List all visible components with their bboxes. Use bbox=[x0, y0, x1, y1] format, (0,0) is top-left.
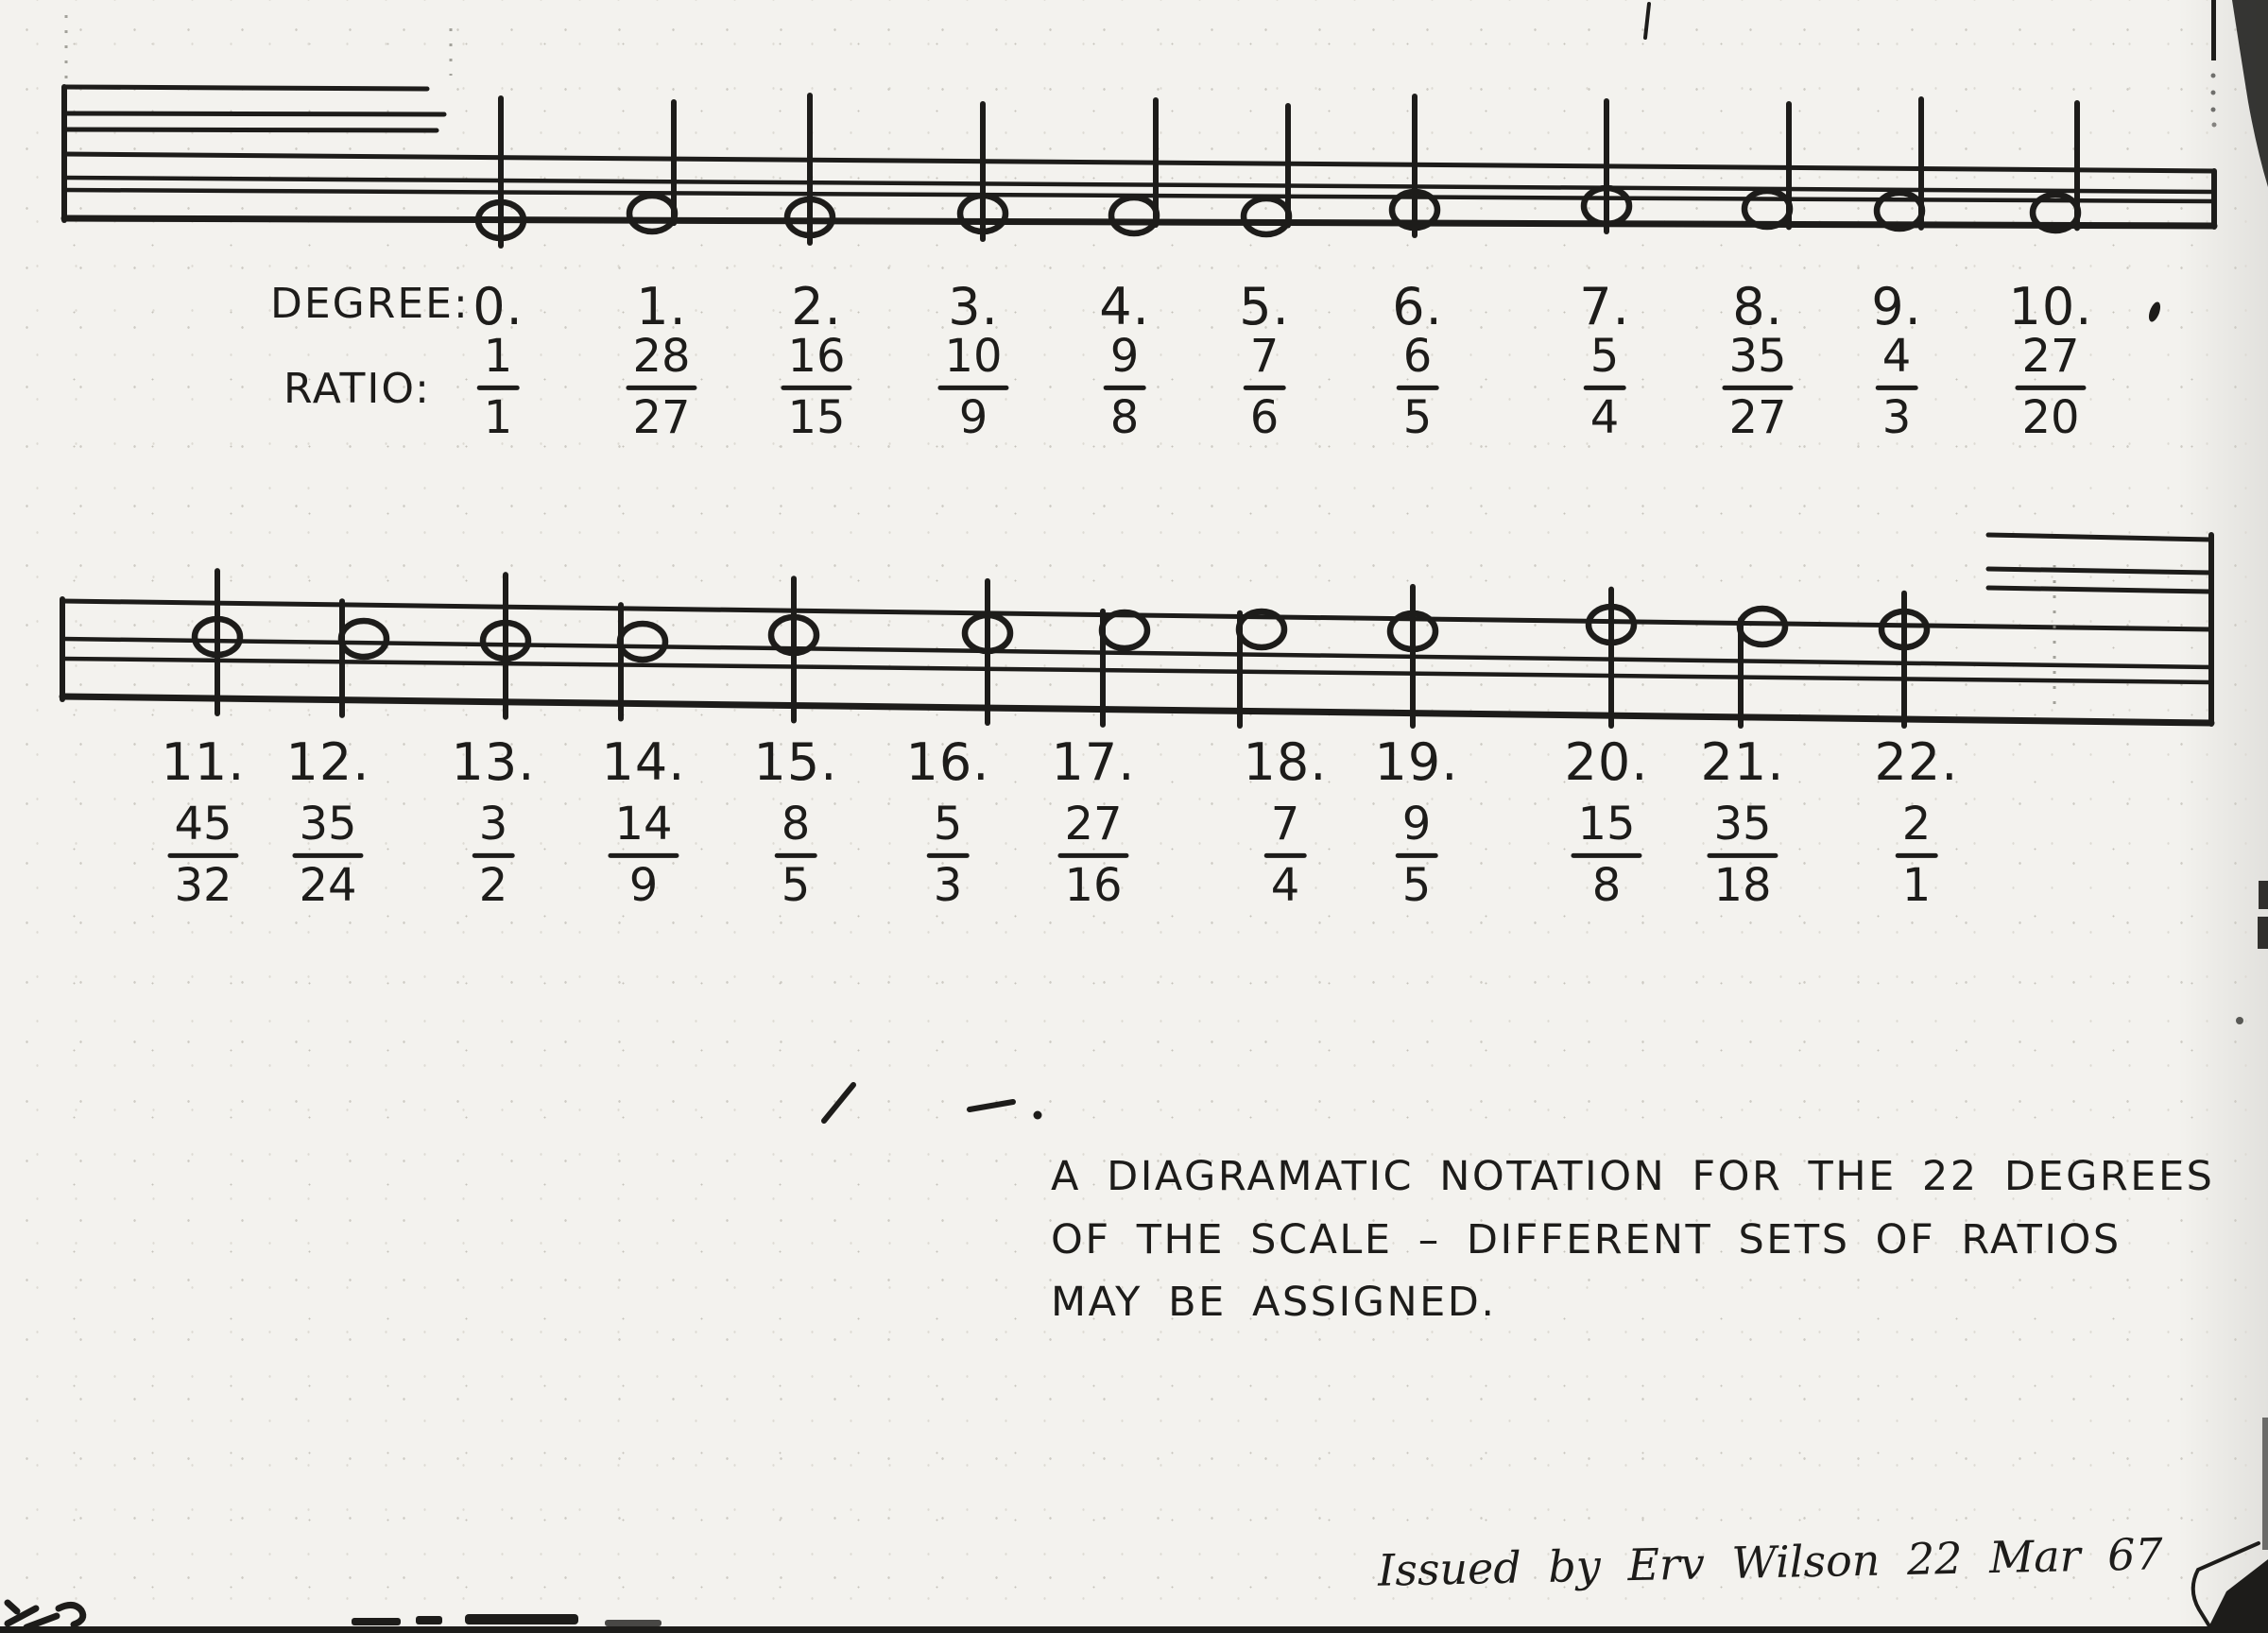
ratio-numerator: 28 bbox=[632, 329, 691, 383]
ratio-denominator: 5 bbox=[1401, 858, 1432, 912]
staff-1 bbox=[64, 87, 2214, 246]
ratio-denominator: 18 bbox=[1713, 858, 1772, 912]
ratio-denominator: 1 bbox=[483, 390, 513, 444]
ratio-fraction bbox=[1707, 797, 1778, 912]
ratio-numerator: 15 bbox=[1577, 797, 1636, 851]
ratio-numerator: 9 bbox=[1109, 329, 1140, 383]
degree-number: 15. bbox=[753, 732, 838, 792]
note-degree-9 bbox=[1877, 99, 1922, 229]
ratio-denominator: 5 bbox=[1402, 390, 1433, 444]
note-degree-4 bbox=[1111, 100, 1157, 233]
ratio-numerator: 10 bbox=[944, 329, 1003, 383]
degree-number: 10. bbox=[2008, 277, 2093, 336]
ratio-fraction bbox=[1396, 797, 1438, 912]
staff-line bbox=[64, 129, 437, 130]
top-center-tick-artifact bbox=[1645, 4, 1649, 38]
ratio-numerator: 1 bbox=[483, 329, 513, 383]
staff-line bbox=[64, 87, 427, 89]
ratio-denominator: 4 bbox=[1589, 390, 1620, 444]
degree-number: 21. bbox=[1700, 732, 1785, 792]
bottom-left-scribble bbox=[8, 1603, 83, 1627]
ratio-row-label: RATIO: bbox=[284, 365, 432, 413]
ratio-numerator: 6 bbox=[1402, 329, 1433, 383]
ratio-denominator: 27 bbox=[632, 390, 691, 444]
note-head bbox=[1740, 609, 1785, 645]
staff-line bbox=[1988, 588, 2211, 592]
note-degree-22 bbox=[1881, 593, 1927, 726]
ratio-numerator: 4 bbox=[1881, 329, 1912, 383]
ratio-denominator: 6 bbox=[1249, 390, 1280, 444]
note-head bbox=[629, 196, 675, 232]
ratio-fraction bbox=[472, 797, 515, 912]
stray-dash-mark bbox=[970, 1102, 1013, 1109]
ratio-fraction bbox=[1722, 329, 1793, 444]
note-head bbox=[1244, 198, 1289, 234]
degree-number: 19. bbox=[1374, 732, 1459, 792]
degree-number: 13. bbox=[451, 732, 536, 792]
ratio-fraction bbox=[775, 797, 817, 912]
issued-by-footer: Issued by Erv Wilson 22 Mar 67 bbox=[1377, 1528, 2164, 1596]
right-edge-mark bbox=[2258, 917, 2268, 949]
ratio-numerator: 45 bbox=[174, 797, 232, 851]
caption bbox=[1051, 1145, 2214, 1334]
degree-number: 20. bbox=[1564, 732, 1649, 792]
top-right-smudge-artifact bbox=[2232, 0, 2268, 187]
ratio-fraction bbox=[781, 329, 851, 444]
ratio-fraction bbox=[477, 329, 520, 444]
ratio-denominator: 9 bbox=[628, 858, 659, 912]
ratio-fraction bbox=[1584, 329, 1626, 444]
right-edge-mark bbox=[2259, 881, 2268, 909]
ratio-fraction bbox=[927, 797, 970, 912]
degree-number: 6. bbox=[1392, 277, 1443, 336]
ratio-fraction bbox=[1571, 797, 1641, 912]
ratio-denominator: 3 bbox=[1881, 390, 1912, 444]
degree-number: 8. bbox=[1732, 277, 1783, 336]
ratio-fraction bbox=[1896, 797, 1938, 912]
ratio-denominator: 9 bbox=[958, 390, 988, 444]
degree-number: 12. bbox=[285, 732, 370, 792]
ratio-denominator: 5 bbox=[781, 858, 811, 912]
ratio-denominator: 8 bbox=[1109, 390, 1140, 444]
ratio-numerator: 9 bbox=[1401, 797, 1432, 851]
ratio-denominator: 15 bbox=[787, 390, 846, 444]
ratio-denominator: 20 bbox=[2021, 390, 2080, 444]
ratio-numerator: 5 bbox=[933, 797, 963, 851]
note-degree-21 bbox=[1740, 609, 1785, 726]
ratio-fraction bbox=[2015, 329, 2086, 444]
ratio-fraction bbox=[1264, 797, 1307, 912]
staff-line bbox=[64, 154, 2214, 171]
degree-number: 14. bbox=[601, 732, 686, 792]
staff-line bbox=[1988, 569, 2211, 573]
ratio-numerator: 16 bbox=[787, 329, 846, 383]
ratio-fraction bbox=[292, 797, 363, 912]
degree-row-label: DEGREE: bbox=[270, 280, 470, 328]
ratio-denominator: 16 bbox=[1064, 858, 1123, 912]
ratio-numerator: 35 bbox=[1713, 797, 1772, 851]
ratio-fraction bbox=[937, 329, 1008, 444]
ratio-numerator: 14 bbox=[614, 797, 673, 851]
degree-number: 2. bbox=[791, 277, 842, 336]
degree-number: 9. bbox=[1871, 277, 1922, 336]
note-head bbox=[1102, 612, 1147, 648]
staff-line bbox=[64, 113, 444, 114]
ratio-numerator: 27 bbox=[1064, 797, 1123, 851]
ratio-fraction bbox=[167, 797, 238, 912]
bottom-edge-strip bbox=[0, 1626, 2268, 1633]
degree-number: 22. bbox=[1874, 732, 1959, 792]
note-degree-1 bbox=[629, 102, 675, 232]
note-degree-10 bbox=[2033, 103, 2078, 231]
degree-number: 18. bbox=[1243, 732, 1328, 792]
ratio-denominator: 4 bbox=[1270, 858, 1300, 912]
degree-number: 16. bbox=[905, 732, 990, 792]
ratio-numerator: 8 bbox=[781, 797, 811, 851]
degree-number: 3. bbox=[948, 277, 999, 336]
ratio-fraction bbox=[608, 797, 679, 912]
staff-line bbox=[62, 696, 2211, 723]
ratio-fraction bbox=[1876, 329, 1918, 444]
ratio-fraction bbox=[1057, 797, 1128, 912]
stray-dot-mark bbox=[1034, 1111, 1042, 1120]
note-head bbox=[1111, 198, 1157, 233]
degree-number: 1. bbox=[636, 277, 687, 336]
ratio-numerator: 27 bbox=[2021, 329, 2080, 383]
staff-2 bbox=[62, 535, 2211, 726]
ratio-numerator: 5 bbox=[1589, 329, 1620, 383]
caption-line-2: OF THE SCALE – DIFFERENT SETS OF RATIOS bbox=[1051, 1215, 2122, 1263]
ratio-numerator: 2 bbox=[1901, 797, 1932, 851]
ratio-denominator: 3 bbox=[933, 858, 963, 912]
degree-number: 11. bbox=[161, 732, 246, 792]
degree-number: 4. bbox=[1099, 277, 1150, 336]
note-head bbox=[341, 621, 387, 657]
degree-number: 0. bbox=[472, 277, 524, 336]
ink-blob-artifact bbox=[2147, 301, 2163, 323]
ratio-fraction bbox=[626, 329, 696, 444]
right-edge-dot bbox=[2236, 1017, 2243, 1024]
degree-number: 5. bbox=[1239, 277, 1290, 336]
ratio-denominator: 27 bbox=[1728, 390, 1787, 444]
ratio-denominator: 8 bbox=[1591, 858, 1622, 912]
right-edge-texture bbox=[2262, 1418, 2268, 1550]
ratio-fraction bbox=[1104, 329, 1146, 444]
note-degree-15 bbox=[771, 578, 816, 720]
note-degree-0 bbox=[478, 98, 524, 246]
ratio-fraction bbox=[1397, 329, 1439, 444]
note-head bbox=[620, 624, 665, 660]
bottom-right-corner-wedge bbox=[2206, 1559, 2268, 1633]
ratio-fraction bbox=[1244, 329, 1286, 444]
ratio-numerator: 35 bbox=[299, 797, 357, 851]
ratio-denominator: 32 bbox=[174, 858, 232, 912]
ratio-numerator: 3 bbox=[478, 797, 508, 851]
ratio-numerator: 7 bbox=[1270, 797, 1300, 851]
ratio-denominator: 2 bbox=[478, 858, 508, 912]
ratio-numerator: 35 bbox=[1728, 329, 1787, 383]
note-degree-5 bbox=[1244, 106, 1289, 234]
caption-line-3: MAY BE ASSIGNED. bbox=[1051, 1279, 1497, 1327]
degree-number: 7. bbox=[1579, 277, 1630, 336]
ratio-numerator: 7 bbox=[1249, 329, 1280, 383]
degree-number: 17. bbox=[1051, 732, 1136, 792]
caption-line-1: A DIAGRAMATIC NOTATION FOR THE 22 DEGREES bbox=[1051, 1153, 2215, 1200]
staff-line bbox=[1988, 535, 2211, 540]
stray-slash-mark bbox=[824, 1085, 853, 1121]
ratio-denominator: 1 bbox=[1901, 858, 1932, 912]
top-right-crease-artifact bbox=[2211, 0, 2216, 60]
ratio-denominator: 24 bbox=[299, 858, 357, 912]
